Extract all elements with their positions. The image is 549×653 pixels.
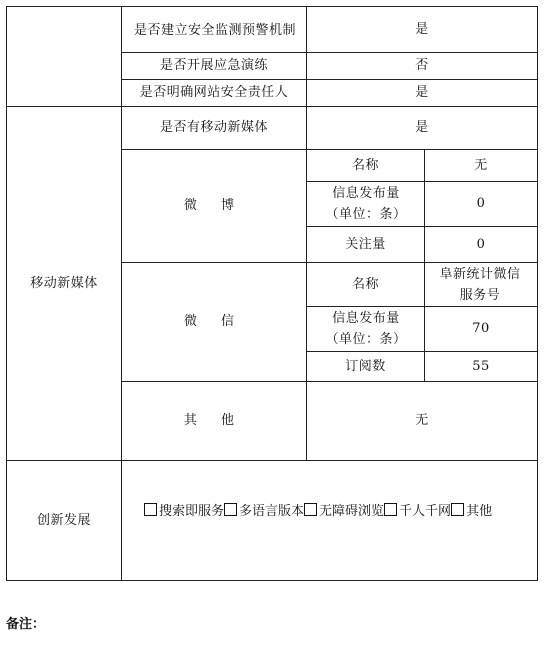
checkbox-icon[interactable] [224,503,237,516]
responsible-person-answer: 是 [415,85,429,100]
weibo-name-value: 无 [474,157,488,173]
rule [6,580,538,581]
weibo-followers-value: 0 [476,236,486,252]
early-warning-question: 是否建立安全监测预警机制 [134,22,297,38]
has-mobile-answer: 是 [415,120,429,135]
early-warning-answer: 是 [415,21,429,37]
wechat-subscribers-label: 订阅数 [345,358,386,374]
option-multilingual[interactable] [224,500,304,519]
checkbox-icon[interactable] [304,503,317,516]
option-label: 多语言版本 [239,503,305,519]
wechat-label: 微 信 [183,314,245,329]
weibo-label: 微 博 [183,198,245,213]
option-accessibility[interactable] [304,500,384,519]
option-personalized[interactable] [384,500,451,519]
other-media-label: 其 他 [183,413,245,428]
innovation-options [144,496,534,522]
emergency-drill-answer: 否 [415,58,429,73]
website-annual-report-table [6,6,538,581]
option-label: 无障碍浏览 [319,503,385,519]
weibo-posts-value: 0 [476,196,486,211]
option-other[interactable] [451,500,492,519]
rule [537,6,538,581]
wechat-name-label: 名称 [351,276,379,292]
weibo-followers-label: 关注量 [345,236,386,252]
option-label: 其他 [466,503,493,519]
has-mobile-question: 是否有移动新媒体 [159,120,268,135]
checkbox-icon[interactable] [384,503,397,516]
note-label: 备注： [6,617,46,632]
other-media-value: 无 [415,413,429,428]
weibo-name-label: 名称 [351,157,379,173]
mobile-media-section-label: 移动新媒体 [30,275,98,291]
checkbox-icon[interactable] [144,503,157,516]
wechat-subscribers-value: 55 [472,358,490,374]
responsible-person-question: 是否明确网站安全责任人 [139,85,289,100]
wechat-posts-value: 70 [472,321,490,336]
option-label: 千人千网 [399,503,452,519]
wechat-posts-label: 信息发布量（单位：条） [325,311,407,347]
emergency-drill-question: 是否开展应急演练 [159,58,268,73]
weibo-posts-label: 信息发布量（单位：条） [325,186,407,222]
innovation-section-label: 创新发展 [36,512,91,528]
checkbox-icon[interactable] [451,503,464,516]
option-search-as-service[interactable] [144,500,224,519]
wechat-name-value: 阜新统计微信服务号 [439,266,521,303]
option-label: 搜索即服务 [159,503,225,519]
